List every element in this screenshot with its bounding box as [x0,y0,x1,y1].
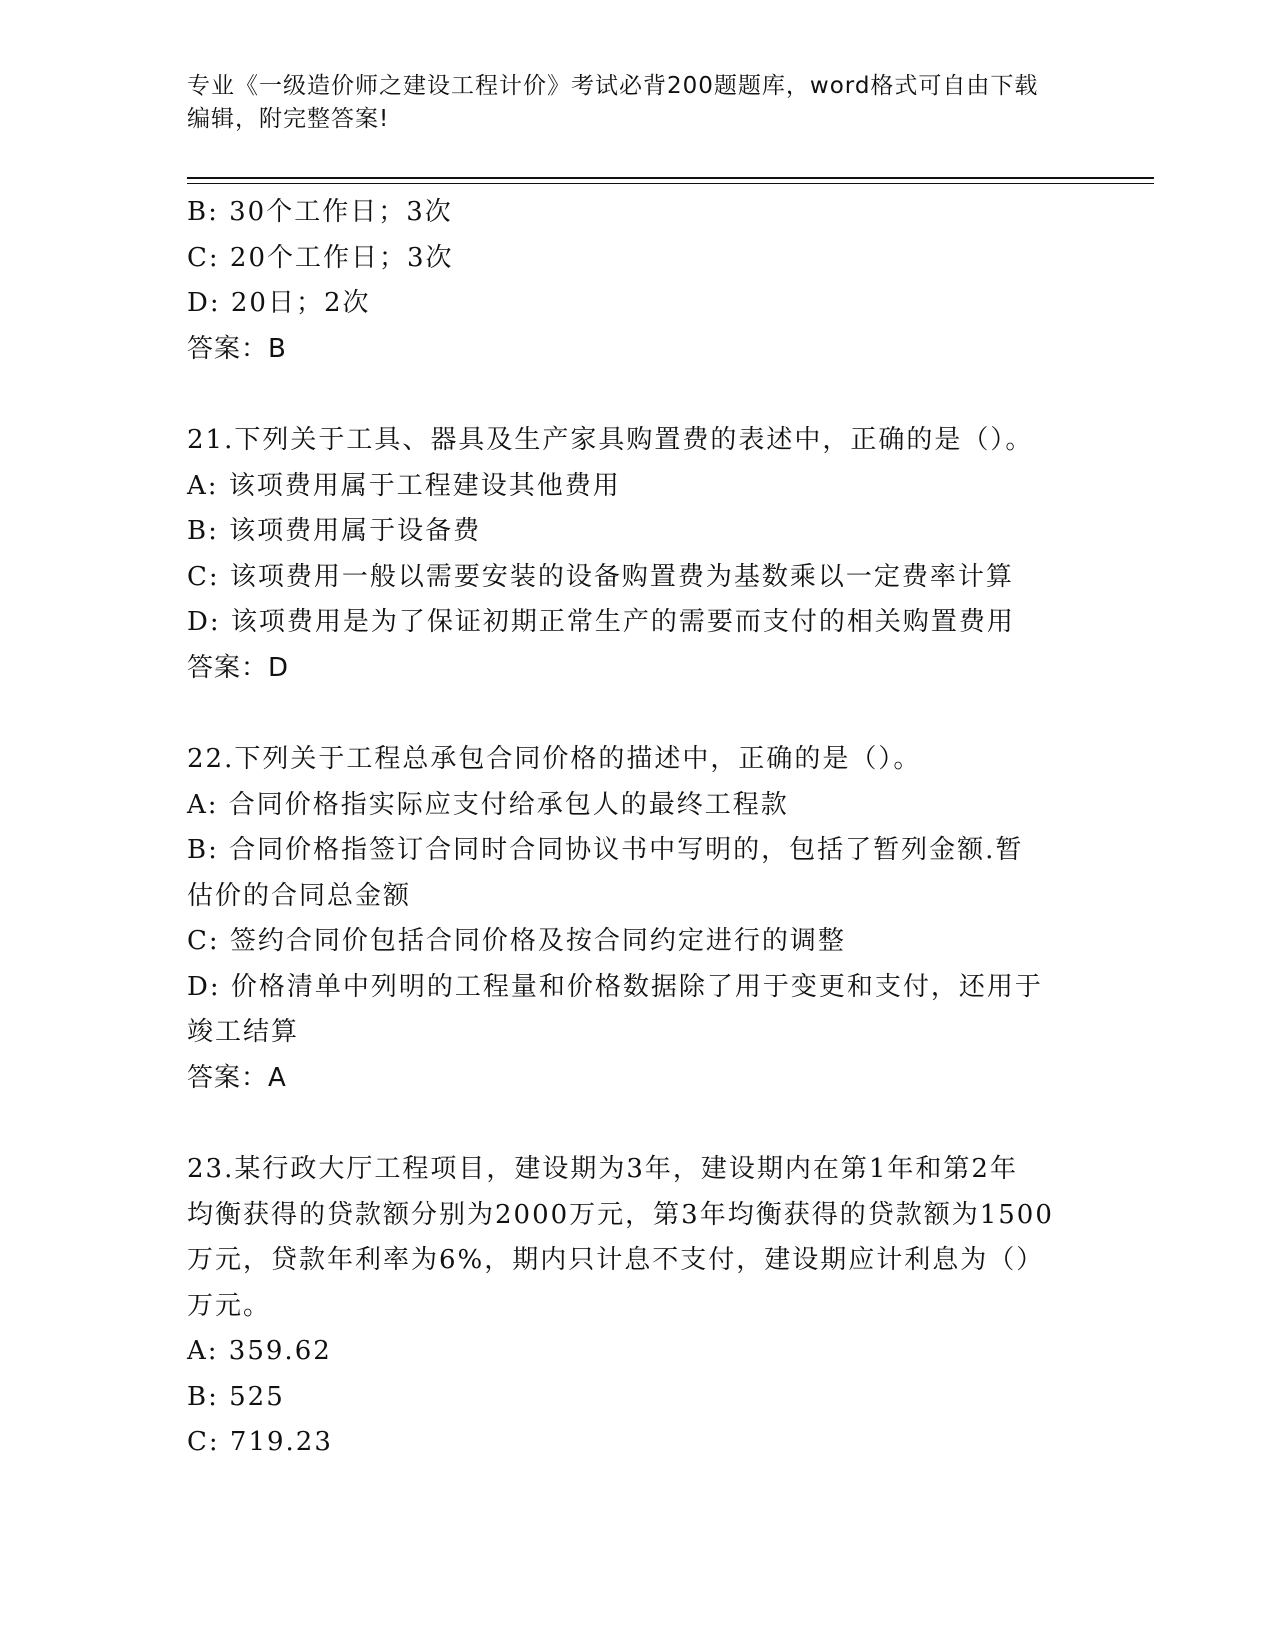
option-d-continued: 竣工结算 [187,1017,300,1047]
option-c: C: 该项费用一般以需要安装的设备购置费为基数乘以一定费率计算 [187,561,1014,592]
option-a: A: 359.62 [187,1336,332,1366]
option-a: A: 该项费用属于工程建设其他费用 [187,470,621,501]
answer-line: 答案：A [187,1062,287,1093]
header-line-1: 专业《一级造价师之建设工程计价》考试必背200题题库，word格式可自由下载 [187,73,1039,99]
question-22 [187,737,1087,1101]
question-stem-line-2: 均衡获得的贷款额分别为2000万元，第3年均衡获得的贷款额为1500 [187,1199,1054,1230]
option-d: D: 价格清单中列明的工程量和价格数据除了用于变更和支付，还用于 [187,971,1043,1002]
option-c: C: 719.23 [187,1427,333,1457]
option-c: C: 签约合同价包括合同价格及按合同约定进行的调整 [187,926,846,956]
question-stem-line-1: 23.某行政大厅工程项目，建设期为3年，建设期内在第1年和第2年 [187,1154,1018,1184]
header-rule-thick [187,177,1154,179]
question-stem: 21.下列关于工具、器具及生产家具购置费的表述中，正确的是（）。 [187,425,1034,455]
option-b: B: 合同价格指签订合同时合同协议书中写明的，包括了暂列金额.暂 [187,835,1024,865]
answer-line: 答案：D [187,652,290,683]
option-c: C: 20个工作日；3次 [187,242,454,273]
document-body [187,190,1087,1466]
header-line-2: 编辑，附完整答案! [187,106,390,132]
option-a: A: 合同价格指实际应支付给承包人的最终工程款 [187,789,789,820]
question-stem-line-3: 万元，贷款年利率为6%，期内只计息不支付，建设期应计利息为（） [187,1245,1045,1275]
option-b-continued: 估价的合同总金额 [187,880,412,911]
option-b: B: 525 [187,1381,285,1412]
header-rule-thin [187,183,1154,184]
question-23 [187,1147,1087,1466]
document-header [187,70,1087,136]
question-21 [187,418,1087,691]
option-d: D: 该项费用是为了保证初期正常生产的需要而支付的相关购置费用 [187,607,1015,637]
question-stem-line-4: 万元。 [187,1290,272,1321]
option-d: D: 20日；2次 [187,288,371,318]
question-stem: 22.下列关于工程总承包合同价格的描述中，正确的是（）。 [187,744,922,774]
option-b: B: 该项费用属于设备费 [187,516,482,546]
answer-line: 答案：B [187,333,287,364]
prev-question-block [187,190,1087,372]
option-b: B: 30个工作日；3次 [187,197,453,227]
